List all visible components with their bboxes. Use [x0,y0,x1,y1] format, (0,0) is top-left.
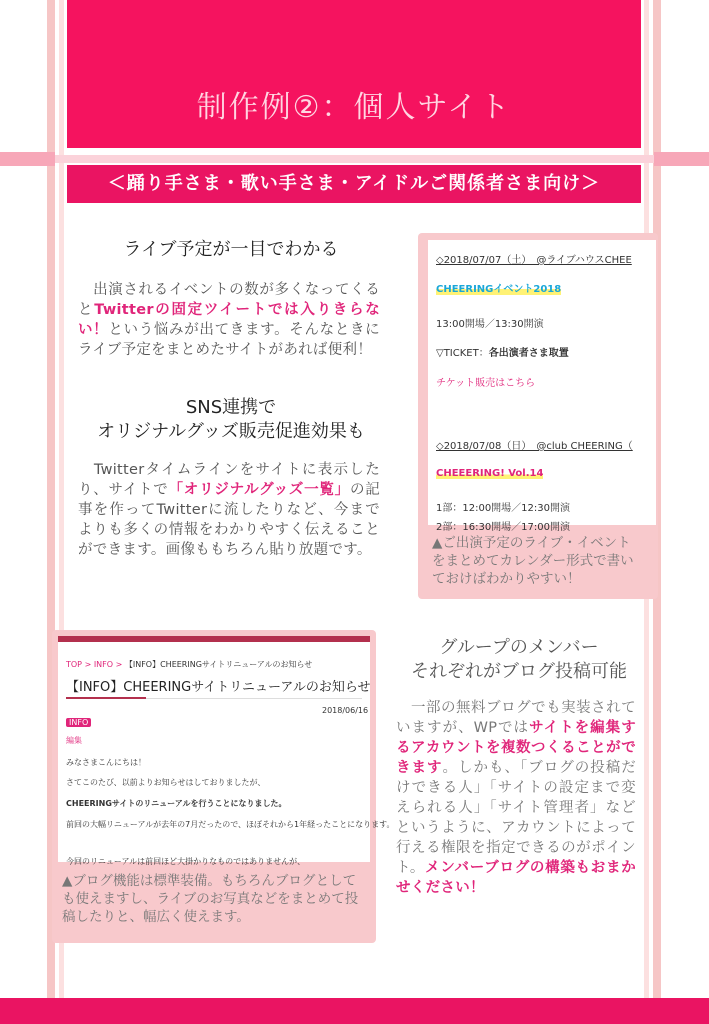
section-text-sns [78,460,380,560]
live-ticket-value: 各出演者さま取置 [488,348,569,359]
blog-post-date: 2018/06/16 [322,706,369,715]
section-text-live [78,280,380,360]
section-text-sns-b: の記事を作ってTwitterに流したりなど、今までよりも多くの情報をわかりやすく伝えることができます。画像ももちろん貼り放題です。 [78,482,380,558]
blog-edit-link[interactable]: 編集 [66,736,82,745]
blog-line-1: みなさまこんにちは！ [66,758,146,767]
live-date-1: ◇2018/07/07（土） @ライブハウスCHEE [436,255,632,266]
blog-tag-badge[interactable]: INFO [66,718,91,727]
section-text-live-highlight: Twitterの固定ツイートでは入りきらない！ [78,302,380,338]
section-heading-live [100,238,362,262]
blog-line-2: さてこのたび、以前よりお知らせはしておりましたが、 [66,778,266,787]
blog-top-border [58,636,370,642]
live-schedule-caption: ▲ご出演予定のライブ・イベントをまとめてカレンダー形式で書いておけばわかりやすい！ [432,535,634,587]
live-time-1: 13:00開場／13:30開演 [436,319,544,330]
blog-line-3: CHEERINGサイトのリニューアルを行うことになりました。 [66,799,287,808]
section-text-live-a: 出演されるイベントの数が多くなってくると [78,282,380,318]
section-heading-blog [392,636,646,684]
section-heading-live-text: ライブ予定が一目でわかる [123,239,339,260]
breadcrumb-top-link[interactable]: TOP [66,660,83,669]
header-stripe-right [654,152,709,166]
ticket-sales-link[interactable]: チケット販売はこちら [436,378,536,389]
blog-breadcrumb [66,659,312,670]
section-heading-blog-line1: グループのメンバー [439,637,599,658]
section-text-blog-a: 一部の無料ブログでも実装されていますが、WPでは [396,700,636,736]
breadcrumb-sep-1: > [84,660,94,669]
footer-bar [0,998,709,1024]
header-stripe-left [0,152,55,166]
section-heading-blog-line2: それぞれがブログ投稿可能 [411,661,627,682]
live-ticket-label: ▽TICKET： [436,348,489,359]
blog-line-4: 前回の大幅リニューアルが去年の7月だったので、ほぼそれから1年経ったことになります。 [66,820,395,829]
breadcrumb-current: 【INFO】CHEERINGサイトリニューアルのお知らせ [124,660,313,669]
section-text-blog-b: 。しかも、「ブログの投稿だけできる人」「サイトの設定まで変えられる人」「サイト管理者」などというように、アカウントによって行える権限を指定できるのがポイント。 [396,760,636,876]
header-stripe-middle [55,155,654,163]
live-ticket [436,344,569,359]
live-part-1: 1部：12:00開場／12:30開演 [436,503,570,514]
blog-caption: ▲ブログ機能は標準装備。もちろんブログとしても使えますし、ライブのお写真などをまとめて投稿したりと、幅広く使えます。 [62,873,359,925]
section-heading-sns [80,396,382,444]
live-date-2: ◇2018/07/08（日） @club CHEERING（ [436,441,633,452]
section-text-sns-highlight: 「オリジナルグッズ一覧」 [168,482,350,498]
live-event-1: CHEERINGイベント2018 [436,280,561,295]
live-event-2: CHEEERING! Vol.14 [436,468,544,479]
live-schedule-screenshot [428,240,656,533]
section-heading-sns-line1: SNS連携で [185,397,277,418]
live-part-2: 2部：16:30開場／17:00開演 [436,522,570,533]
breadcrumb-sep-2: > [115,660,125,669]
blog-screenshot [58,636,395,866]
blog-post-title: 【INFO】CHEERINGサイトリニューアルのお知らせ [66,680,371,695]
blog-title-underline-accent [66,697,146,699]
section-text-blog-highlight-2: メンバーブログの構築もおまかせください！ [396,860,637,896]
section-text-sns-a: Twitterタイムラインをサイトに表示したり、サイトで [78,462,380,498]
section-text-blog [396,698,636,898]
section-text-blog-highlight-1: サイトを編集するアカウントを複数つくることができます [396,720,637,776]
page-title: 制作例②：個人サイト [196,90,512,125]
section-text-live-b: という悩みが出てきます。そんなときにライブ予定をまとめたサイトがあれば便利！ [78,322,380,358]
target-banner: ＜踊り手さま・歌い手さま・アイドルご関係者さま向け＞ [67,165,641,203]
breadcrumb-info-link[interactable]: INFO [93,660,114,669]
section-heading-sns-line2: オリジナルグッズ販売促進効果も [97,421,365,442]
blog-line-5: 今回のリニューアルは前回ほど大掛かりなものではありませんが、 [66,857,306,866]
